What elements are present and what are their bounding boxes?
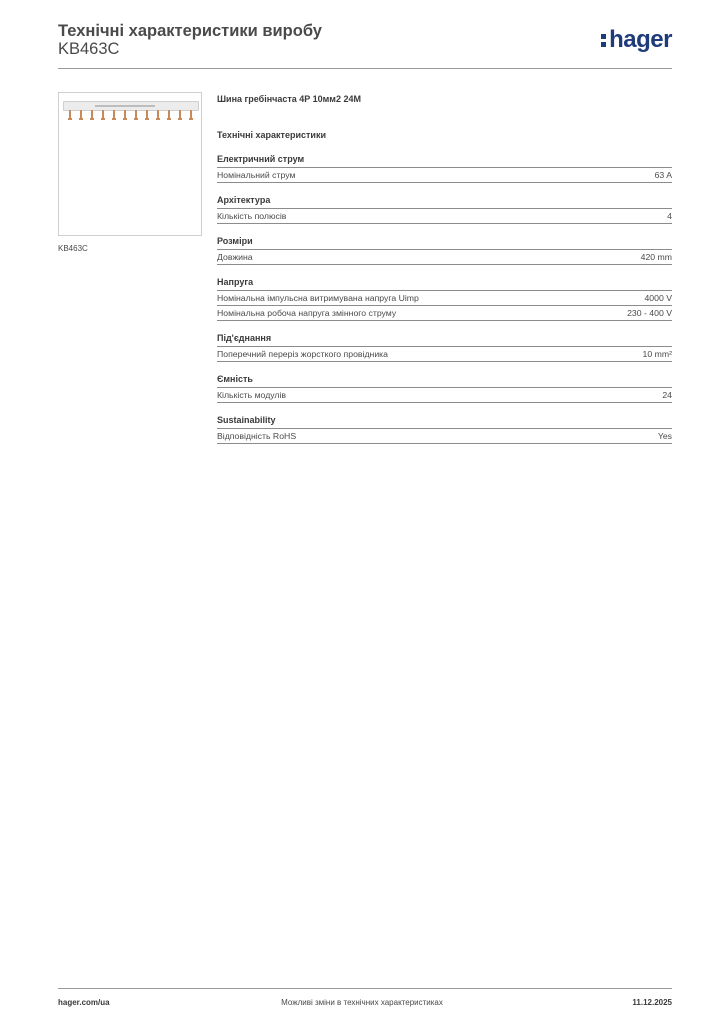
page-header [58, 20, 672, 70]
section-title: Ємність [217, 374, 672, 388]
spec-value: Yes [657, 431, 672, 441]
busbar-pin [69, 110, 71, 119]
busbar-marking [95, 105, 155, 107]
busbar-pin [102, 110, 104, 119]
footer-date: 11.12.2025 [632, 998, 672, 1007]
spec-label: Номінальний струм [217, 170, 296, 180]
spec-section-connection [217, 333, 672, 362]
spec-label: Кількість полюсів [217, 211, 287, 221]
spec-row [217, 429, 672, 444]
spec-value: 24 [662, 390, 672, 400]
busbar-pin [179, 110, 181, 119]
section-title: Напруга [217, 277, 672, 291]
spec-value: 4 [667, 211, 672, 221]
hager-colon-logo-icon [601, 32, 606, 48]
busbar-pin [157, 110, 159, 119]
section-title: Розміри [217, 236, 672, 250]
section-title: Під'єднання [217, 333, 672, 347]
spec-value: 4000 V [644, 293, 672, 303]
footer-notice: Можливі зміни в технічних характеристиках [281, 998, 443, 1007]
spec-section-voltage [217, 277, 672, 321]
busbar-pin [146, 110, 148, 119]
spec-label: Поперечний переріз жорсткого провідника [217, 349, 388, 359]
footer-website-link[interactable]: hager.com/ua [58, 998, 110, 1007]
section-title: Електричний струм [217, 154, 672, 168]
spec-section-dimensions [217, 236, 672, 265]
busbar-pin [80, 110, 82, 119]
image-caption: KB463C [58, 244, 88, 253]
spec-row [217, 291, 672, 306]
spec-row [217, 347, 672, 362]
spec-value: 230 - 400 V [627, 308, 672, 318]
busbar-pin [91, 110, 93, 119]
busbar-comb-product-image [58, 92, 202, 236]
spec-value: 10 mm² [642, 349, 672, 359]
spec-row [217, 306, 672, 321]
logo-text: hager [609, 26, 672, 53]
section-title: Sustainability [217, 415, 672, 429]
product-code: KB463C [58, 40, 120, 58]
busbar-pin [113, 110, 115, 119]
product-name: Шина гребінчаста 4P 10мм2 24M [217, 94, 361, 104]
spec-section-sustainability [217, 415, 672, 444]
spec-section-current [217, 154, 672, 183]
spec-row [217, 168, 672, 183]
spec-label: Номінальна імпульсна витримувана напруга Uimp [217, 293, 419, 303]
spec-label: Довжина [217, 252, 253, 262]
spec-label: Відповідність RoHS [217, 431, 297, 441]
busbar-pin [190, 110, 192, 119]
spec-section-architecture [217, 195, 672, 224]
spec-row [217, 209, 672, 224]
footer-divider [58, 988, 672, 989]
spec-label: Номінальна робоча напруга змінного струму [217, 308, 397, 318]
spec-row [217, 250, 672, 265]
brand-logo[interactable] [601, 26, 672, 54]
busbar-pin [168, 110, 170, 119]
spec-value: 63 A [654, 170, 672, 180]
specifications-panel [217, 94, 672, 456]
spec-value: 420 mm [640, 252, 672, 262]
spec-section-capacity [217, 374, 672, 403]
spec-label: Кількість модулів [217, 390, 287, 400]
document-title: Технічні характеристики виробу [58, 22, 322, 40]
section-title: Архітектура [217, 195, 672, 209]
specs-heading: Технічні характеристики [217, 130, 326, 140]
busbar-pin [135, 110, 137, 119]
busbar-pin [124, 110, 126, 119]
spec-row [217, 388, 672, 403]
header-divider [58, 68, 672, 69]
